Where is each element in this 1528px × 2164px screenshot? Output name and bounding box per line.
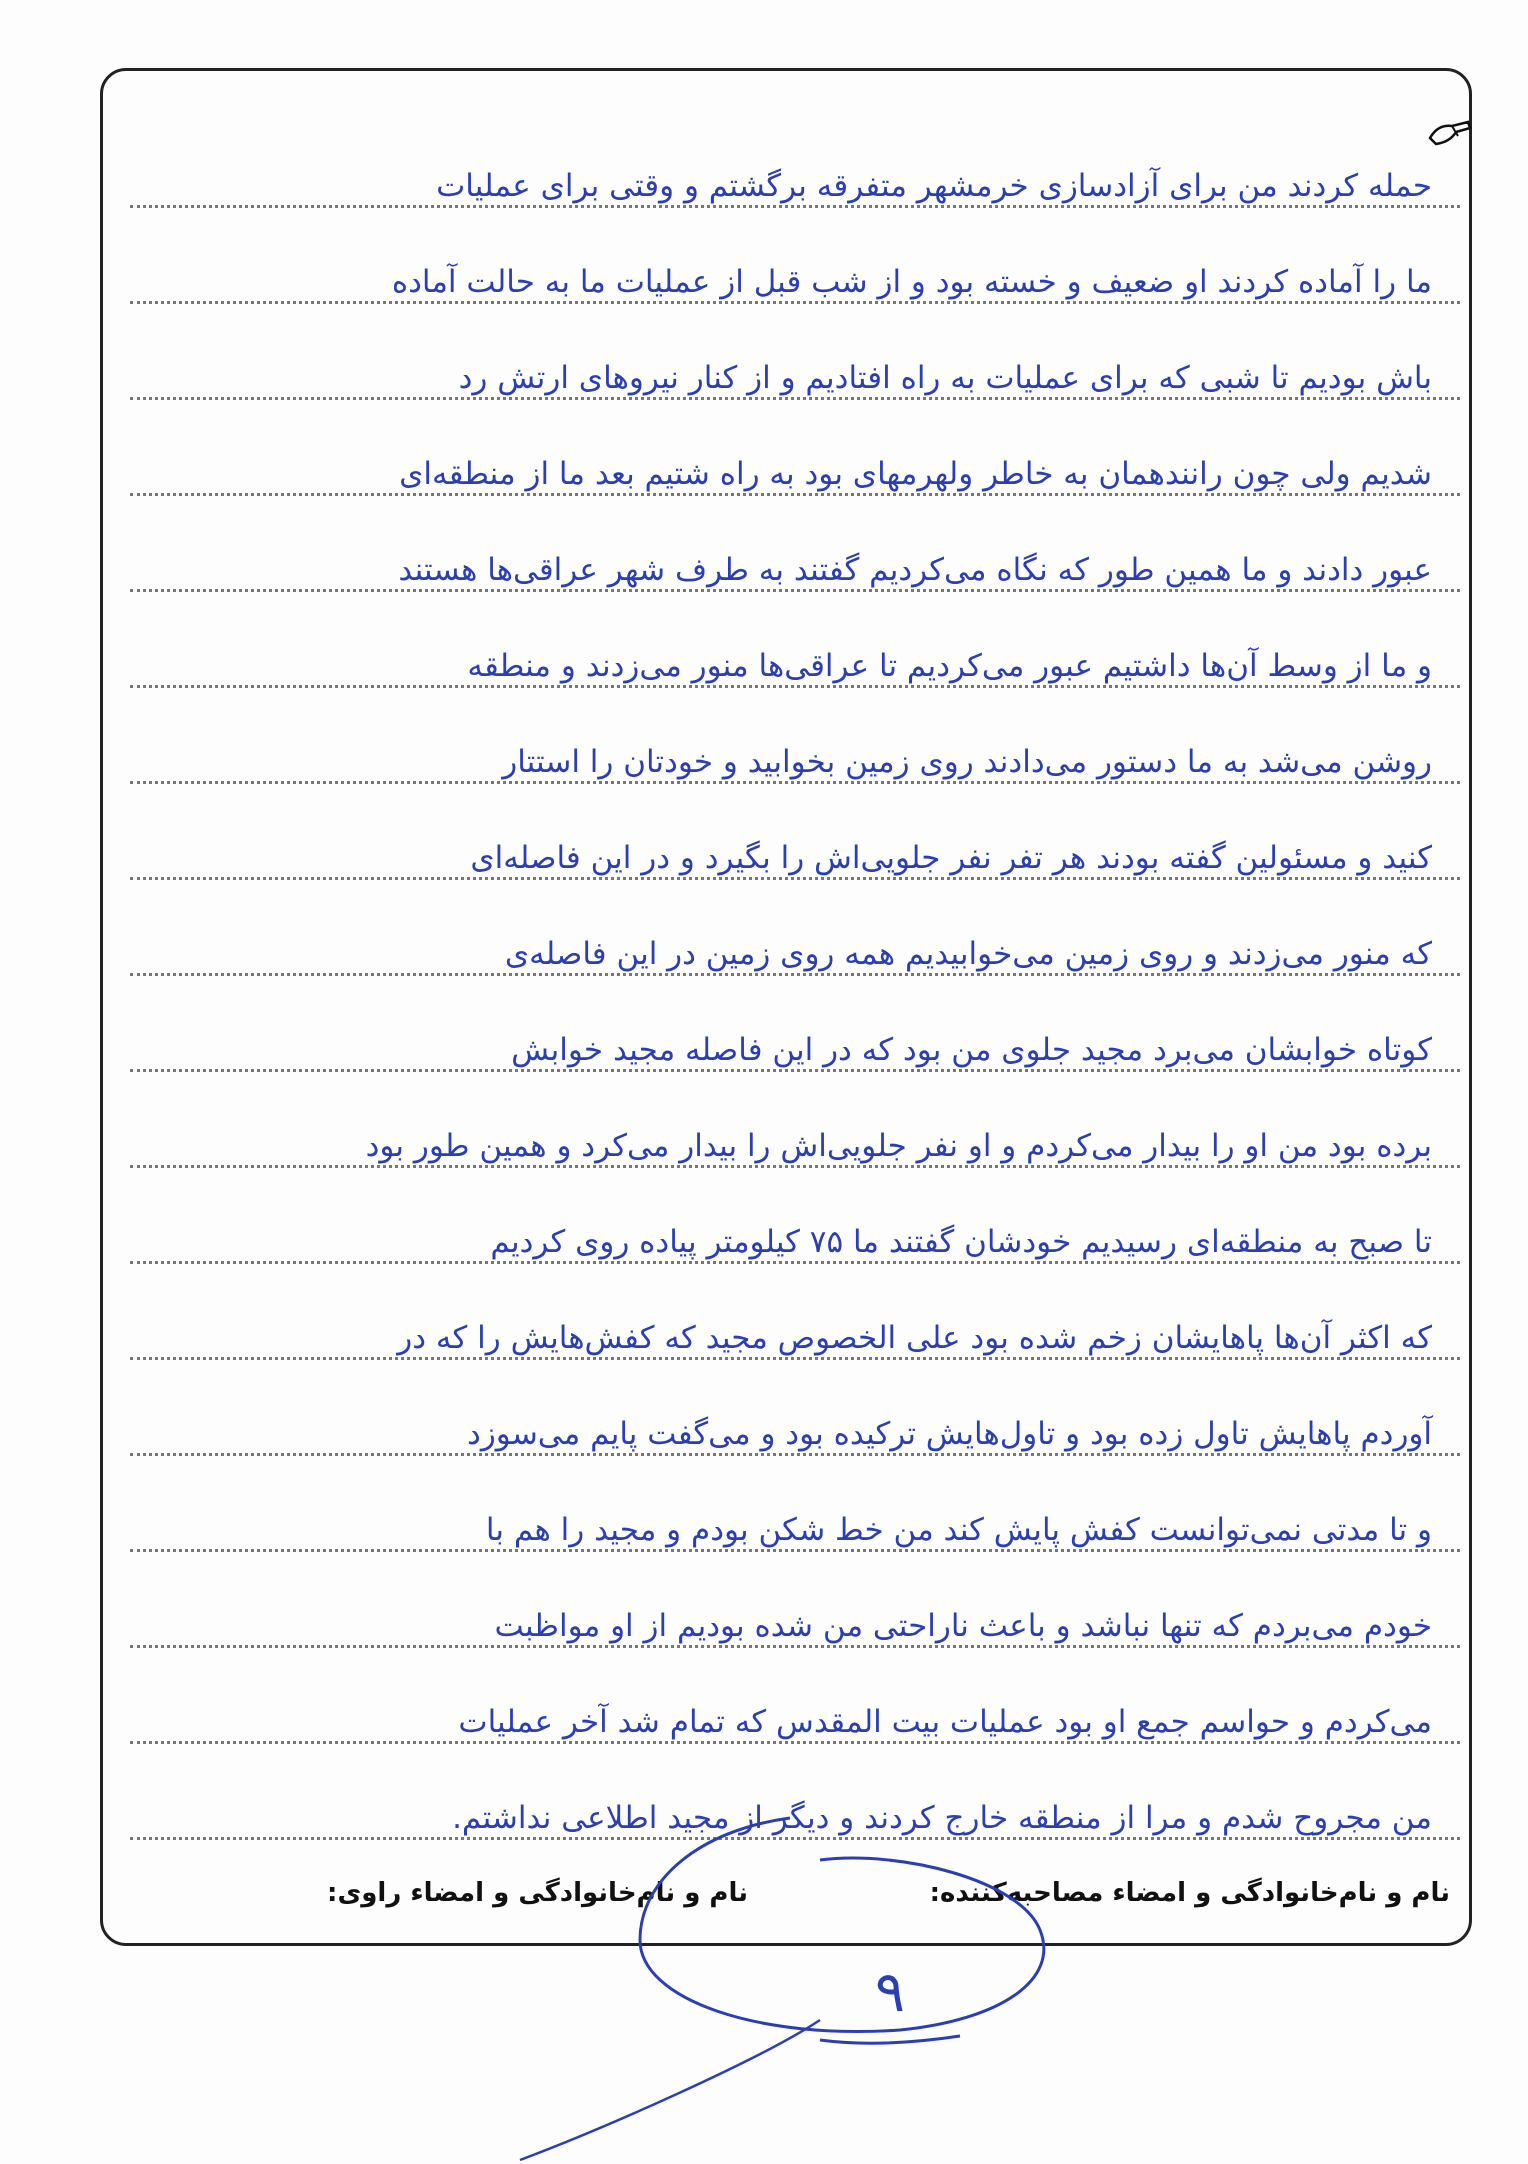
text-line (120, 992, 1480, 1084)
dotted-guide-line (130, 1357, 1460, 1360)
text-line (120, 1664, 1480, 1756)
text-line (120, 1184, 1480, 1276)
handwritten-line-text: کوتاه خوابشان می‌برد مجید جلوی من بود که در این فاصله مجید خوابش (511, 1032, 1432, 1068)
dotted-guide-line (130, 397, 1460, 400)
text-line (120, 704, 1480, 796)
dotted-guide-line (130, 301, 1460, 304)
handwritten-line-text: باش بودیم تا شبی که برای عملیات به راه افتادیم و از کنار نیروهای ارتش رد (458, 360, 1432, 396)
dotted-guide-line (130, 1165, 1460, 1168)
dotted-guide-line (130, 1741, 1460, 1744)
dotted-guide-line (130, 685, 1460, 688)
handwritten-line-text: که اکثر آن‌ها پاهایشان زخم شده بود علی الخصوص مجید که کفش‌هایش را که در (397, 1320, 1432, 1356)
dotted-guide-line (130, 1069, 1460, 1072)
handwritten-line-text: من مجروح شدم و مرا از منطقه خارج کردند و دیگر از مجید اطلاعی نداشتم. (452, 1800, 1432, 1836)
dotted-guide-line (130, 589, 1460, 592)
text-line (120, 1280, 1480, 1372)
dotted-guide-line (130, 205, 1460, 208)
text-line (120, 416, 1480, 508)
text-line (120, 1472, 1480, 1564)
text-line (120, 320, 1480, 412)
text-line (120, 1760, 1480, 1852)
handwritten-line-text: کنید و مسئولین گفته بودند هر تفر نفر جلویی‌اش را بگیرد و در این فاصله‌ای (470, 840, 1432, 876)
text-line (120, 1568, 1480, 1660)
handwritten-line-text: حمله کردند من برای آزادسازی خرمشهر متفرقه برگشتم و وقتی برای عملیات (436, 168, 1432, 204)
dotted-guide-line (130, 1837, 1460, 1840)
dotted-guide-line (130, 1549, 1460, 1552)
handwritten-line-text: و ما از وسط آن‌ها داشتیم عبور می‌کردیم تا عراقی‌ها منور می‌زدند و منطقه (467, 648, 1432, 684)
text-line (120, 512, 1480, 604)
text-line (120, 800, 1480, 892)
handwritten-line-text: برده بود من او را بیدار می‌کردم و او نفر جلویی‌اش را بیدار می‌کرد و همین طور بود (365, 1128, 1432, 1164)
dotted-guide-line (130, 781, 1460, 784)
narrator-signature-label: نام و نام‌خانوادگی و امضاء راوی: (327, 1878, 748, 1908)
handwritten-line-text: تا صبح به منطقه‌ای رسیدیم خودشان گفتند ما ۷۵ کیلومتر پیاده روی کردیم (490, 1224, 1432, 1260)
text-line (120, 224, 1480, 316)
dotted-guide-line (130, 1645, 1460, 1648)
dotted-guide-line (130, 877, 1460, 880)
text-line (120, 608, 1480, 700)
handwritten-line-text: می‌کردم و حواسم جمع او بود عملیات بیت المقدس که تمام شد آخر عملیات (458, 1704, 1432, 1740)
handwritten-line-text: ما را آماده کردند او ضعیف و خسته بود و از شب قبل از عملیات ما به حالت آماده (391, 264, 1432, 300)
dotted-guide-line (130, 493, 1460, 496)
page-number: ۹ (874, 1960, 906, 2025)
text-line (120, 1088, 1480, 1180)
handwritten-line-text: عبور دادند و ما همین طور که نگاه می‌کردیم گفتند به طرف شهر عراقی‌ها هستند (398, 552, 1432, 588)
dotted-guide-line (130, 1453, 1460, 1456)
text-line (120, 128, 1480, 220)
handwritten-line-text: که منور می‌زدند و روی زمین می‌خوابیدیم همه روی زمین در این فاصله‌ی (504, 936, 1432, 972)
text-line (120, 896, 1480, 988)
text-line (120, 1376, 1480, 1468)
handwritten-line-text: و تا مدتی نمی‌توانست کفش پایش کند من خط شکن بودم و مجید را هم با (485, 1512, 1432, 1548)
handwritten-line-text: خودم می‌بردم که تنها نباشد و باعث ناراحتی من شده بودیم از او مواظبت (494, 1608, 1432, 1644)
dotted-guide-line (130, 973, 1460, 976)
interviewer-signature-label: نام و نام‌خانوادگی و امضاء مصاحبه‌کننده: (929, 1878, 1450, 1908)
dotted-guide-line (130, 1261, 1460, 1264)
handwritten-line-text: آوردم پاهایش تاول زده بود و تاول‌هایش ترکیده بود و می‌گفت پایم می‌سوزد (467, 1416, 1432, 1452)
handwritten-line-text: روشن می‌شد به ما دستور می‌دادند روی زمین بخوابید و خودتان را استتار (502, 744, 1432, 780)
handwritten-line-text: شدیم ولی چون رانندهمان به خاطر ولهرمهای بود به راه شتیم بعد ما از منطقه‌ای (399, 456, 1432, 492)
